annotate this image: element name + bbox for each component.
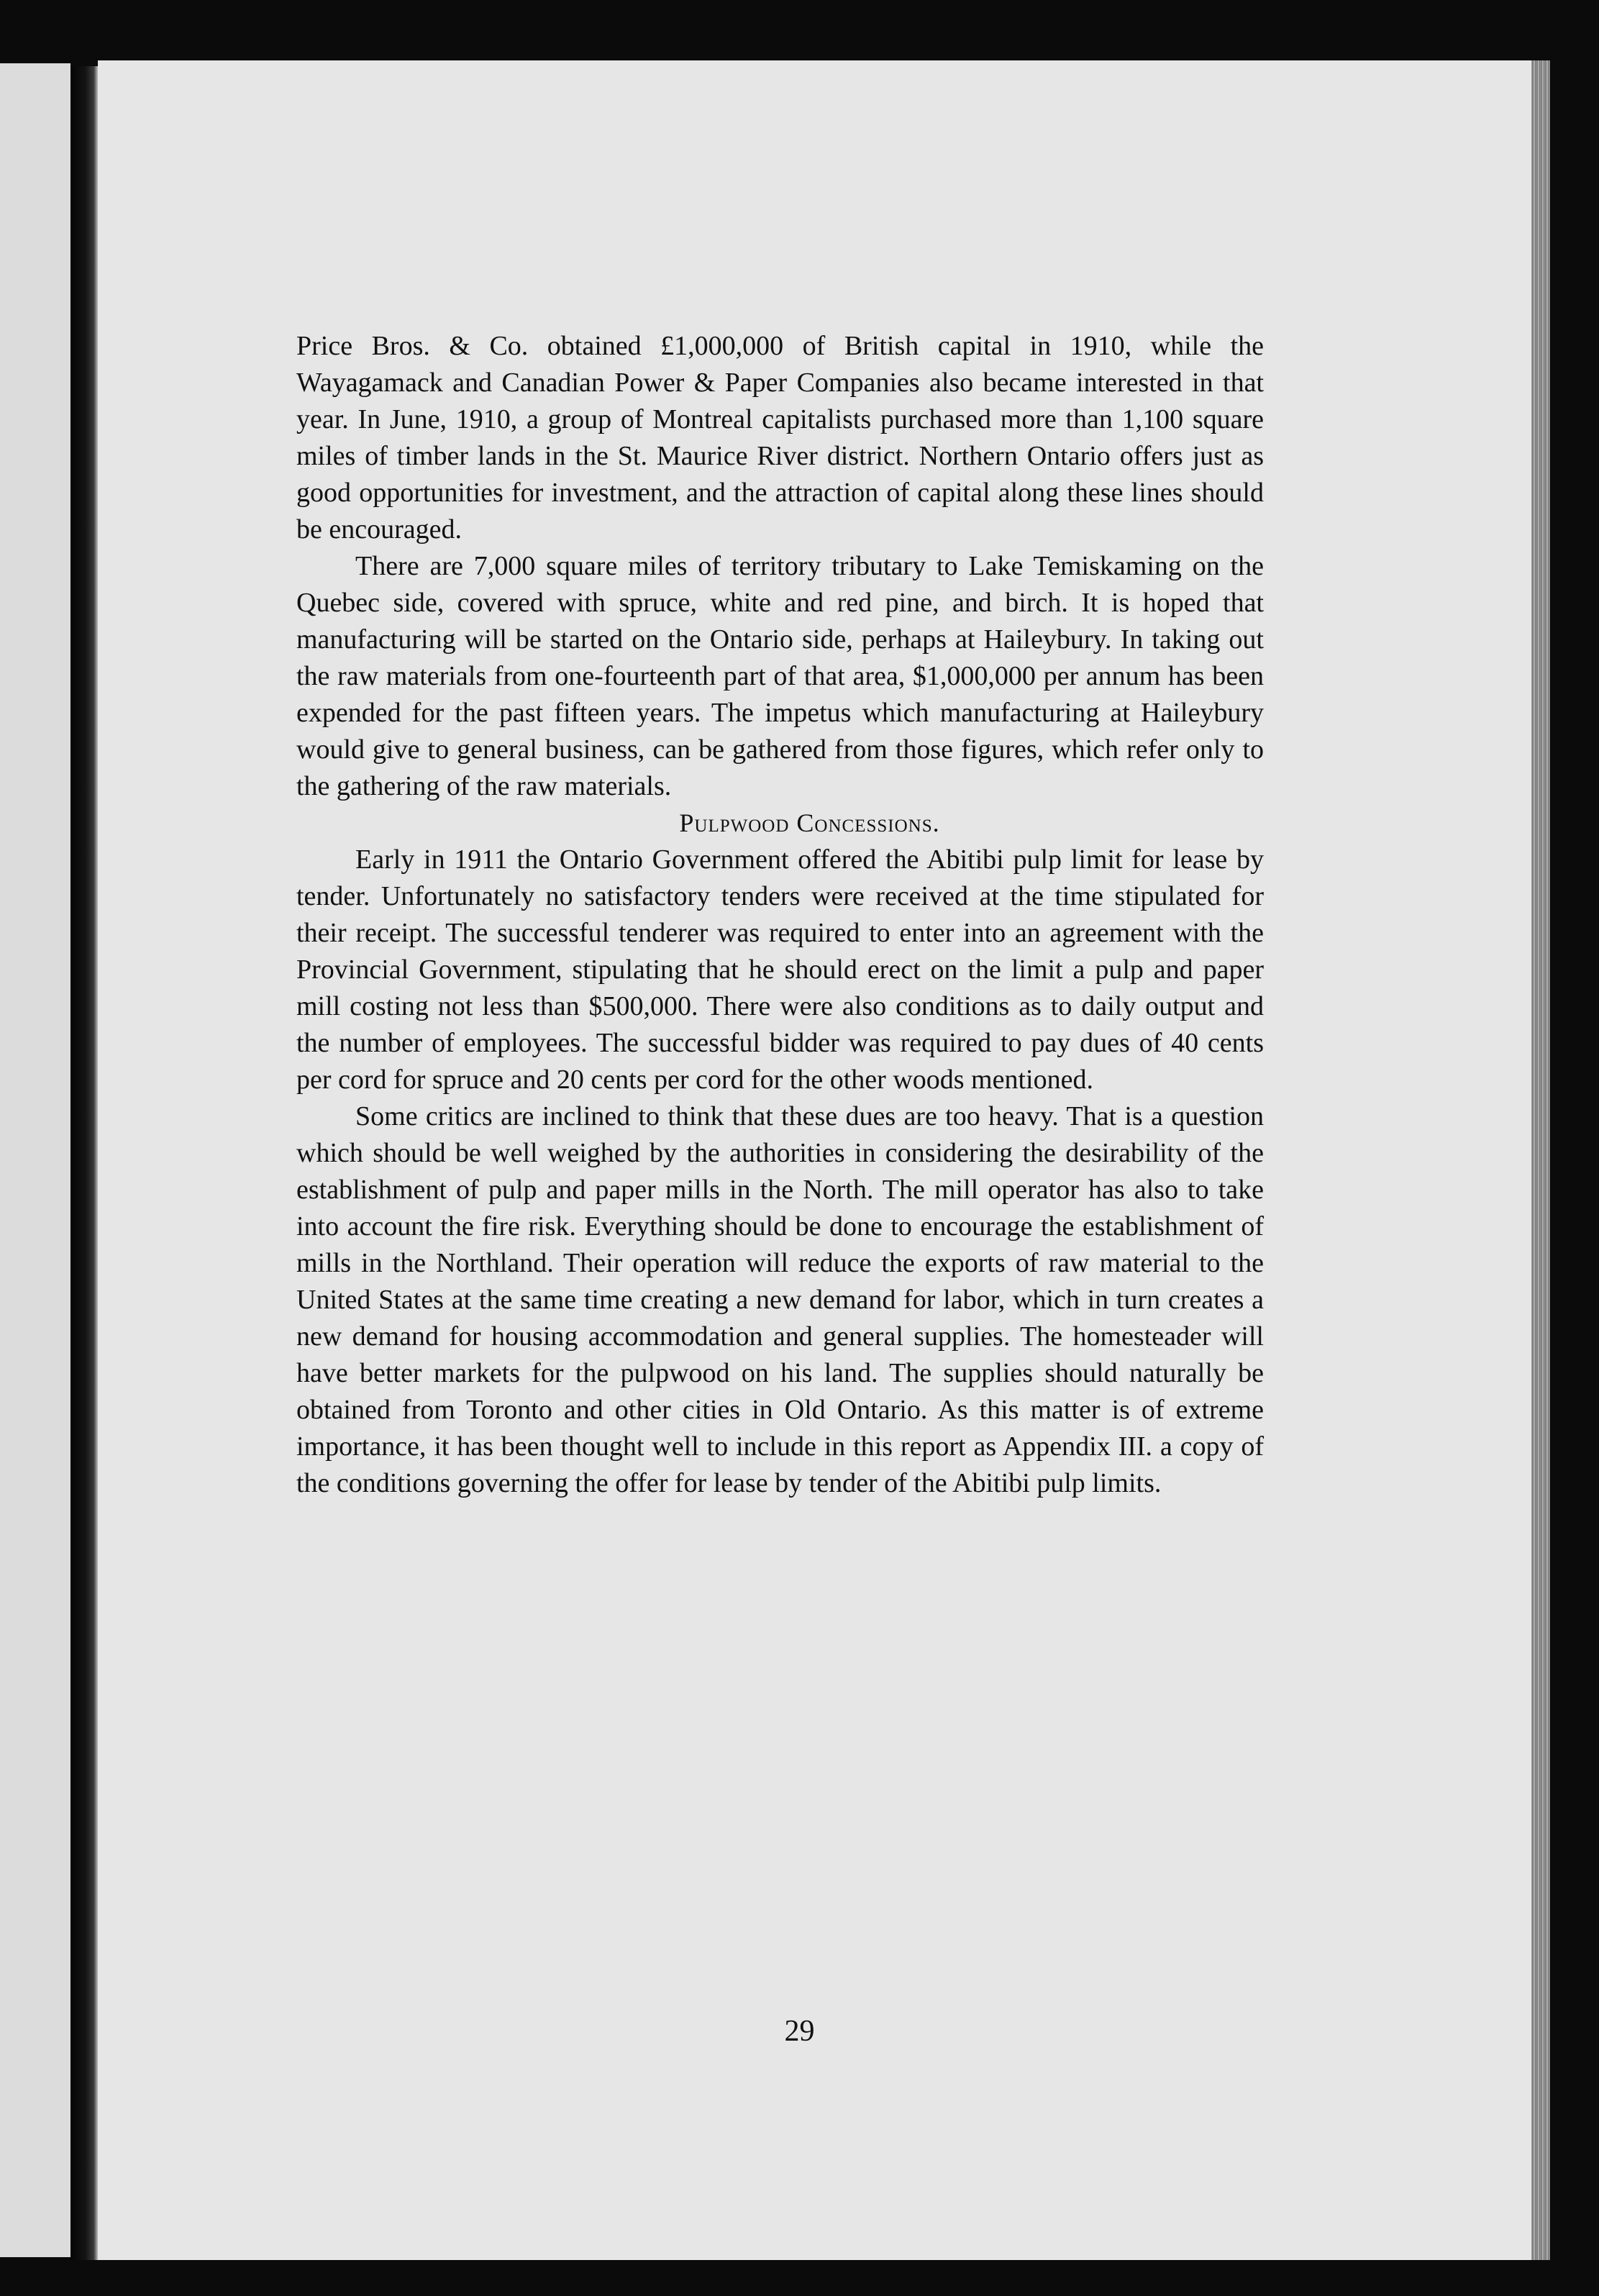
book-binding-shadow [70, 66, 98, 2260]
page-stack-edge [1531, 60, 1550, 2260]
paragraph-capital-investment: Price Bros. & Co. obtained £1,000,000 of British capital in 1910, while the Wayagamack and Canadian Power & Paper Companies also became interested in that year. In June, 1910, a group of Montreal capitalists purchased more than 1,100 square miles of timber lands in the St. Maurice River district. Northern Ontario offers just as good opportunities for investment, and the attraction of capital along these lines should be encouraged. [296, 331, 1264, 545]
paragraph-critics-dues: Some critics are inclined to think that these dues are too heavy. That is a question which should be well weighed by the authorities in considering the desirability of the establishment of pulp and paper mills in the North. The mill operator has also to take into account the fire risk. Everything should be done to encourage the establishment of mills in the Northland. Their operation will reduce the exports of raw material to the United States at the same time creating a new demand for labor, which in turn creates a new demand for housing accommodation and general supplies. The homesteader will have better markets for the pulpwood on his land. The supplies should naturally be obtained from Toronto and other cities in Old Ontario. As this matter is of extreme importance, it has been thought well to include in this report as Appendix III. a copy of the conditions governing the offer for lease by tender of the Abitibi pulp limits. [296, 1101, 1264, 1498]
paragraph-lake-temiskaming: There are 7,000 square miles of territory tributary to Lake Temiskaming on the Quebec side, covered with spruce, white and red pine, and birch. It is hoped that manufacturing will be started on the Ontario side, perhaps at Haileybury. In taking out the raw materials from one-fourteenth part of that area, $1,000,000 per annum has been expended for the past fifteen years. The impetus which manufacturing at Haileybury would give to general business, can be gathered from those figures, which refer only to the gathering of the raw materials. [296, 551, 1264, 801]
page-number: 29 [784, 2015, 815, 2048]
body-text [296, 328, 1264, 1502]
section-heading: Pulpwood Concessions. [679, 808, 940, 837]
paragraph-abitibi-tender: Early in 1911 the Ontario Government offered the Abitibi pulp limit for lease by tender. Unfortunately no satisfactory tenders were received at the time stipulated for their receipt. The successful tenderer was required to enter into an agreement with the Provincial Government, stipulating that he should erect on the limit a pulp and paper mill costing not less than $500,000. There were also conditions as to daily output and the number of employees. The successful bidder was required to pay dues of 40 cents per cord for spruce and 20 cents per cord for the other woods mentioned. [296, 844, 1264, 1095]
facing-page-edge [0, 63, 70, 2257]
